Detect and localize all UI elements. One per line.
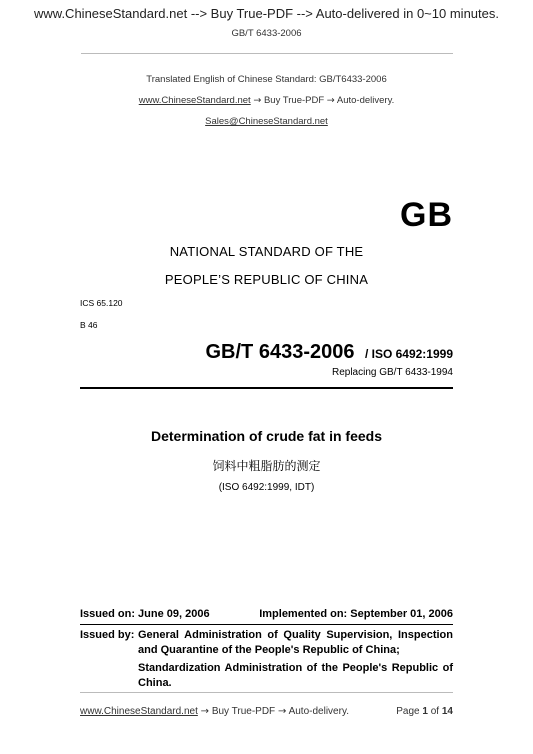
footer-site (80, 706, 349, 717)
issuing-org-2: Standardization Administration of the People's Republic of China. (138, 662, 453, 689)
issuing-org-1: General Administration of Quality Supervision, Inspection and Quarantine of the People's Republic of China; (138, 629, 453, 656)
document-title-en: Determination of crude fat in feeds (150, 428, 383, 444)
ics-code: ICS 65.120 (80, 298, 123, 308)
national-standard-line1: NATIONAL STANDARD OF THE (169, 244, 364, 259)
implemented-on-date: Implemented on: September 01, 2006 (259, 608, 453, 620)
top-banner: www.ChineseStandard.net --> Buy True-PDF --> Auto-delivered in 0~10 minutes. (34, 6, 499, 21)
email-link[interactable]: Sales@ChineseStandard.net (205, 116, 328, 127)
footer-divider (80, 692, 453, 693)
document-title-cn: 饲料中粗脂肪的测定 (212, 459, 321, 473)
standard-number: GB/T 6433-2006 (205, 341, 355, 363)
iso-idt-line: (ISO 6492:1999, IDT) (218, 482, 315, 493)
site-tail2: Auto-delivery. (336, 95, 395, 106)
of-label: of (430, 706, 440, 717)
issued-by-label: Issued by: (80, 629, 135, 641)
footer-tail2: Auto-delivery. (288, 706, 349, 717)
footer-tail1: Buy True-PDF (211, 706, 276, 717)
email-line (0, 116, 533, 127)
site-tail: Buy True-PDF (263, 95, 325, 106)
header-divider (81, 53, 453, 54)
ccs-code: B 46 (80, 320, 98, 330)
arrow-right-icon: → (277, 706, 287, 717)
site-link[interactable]: www.ChineseStandard.net (138, 95, 251, 106)
issued-on-date: Issued on: June 09, 2006 (80, 608, 210, 620)
dates-divider (80, 624, 453, 625)
page-indicator (396, 706, 453, 717)
page-number: 1 (422, 706, 428, 717)
standard-number-line (206, 341, 454, 364)
title-divider (80, 387, 453, 389)
gb-logo-mark: GB (400, 196, 453, 234)
site-line (0, 95, 533, 106)
translated-line: Translated English of Chinese Standard: GB/T6433-2006 (146, 74, 387, 85)
page-label: Page (396, 706, 420, 717)
arrow-right-icon: → (326, 95, 335, 106)
arrow-right-icon: → (200, 706, 210, 717)
page-total: 14 (441, 706, 453, 717)
arrow-right-icon: → (253, 95, 262, 106)
header-standard-code: GB/T 6433-2006 (231, 28, 302, 39)
national-standard-line2: PEOPLE’S REPUBLIC OF CHINA (164, 272, 369, 287)
footer-site-link[interactable]: www.ChineseStandard.net (80, 706, 198, 717)
replacing-line: Replacing GB/T 6433-1994 (331, 367, 453, 378)
iso-reference: / ISO 6492:1999 (364, 347, 453, 361)
